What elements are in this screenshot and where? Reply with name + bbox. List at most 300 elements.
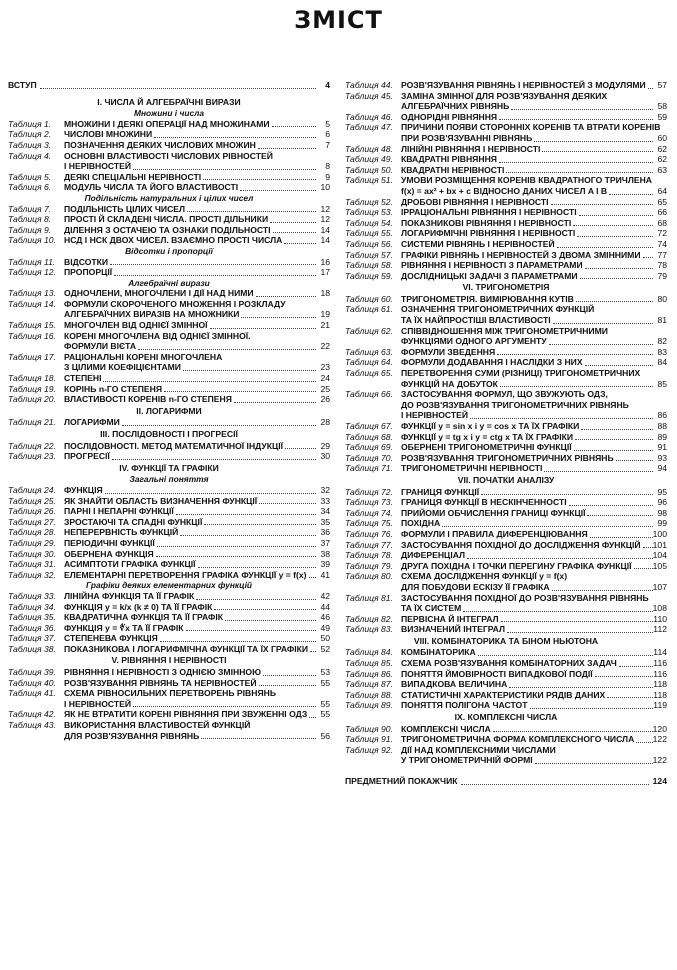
toc-entry-title: ФУНКЦІЙ НА ДОБУТОК [401, 378, 498, 389]
toc-entry-title: КОРІНЬ n-ГО СТЕПЕНЯ [64, 383, 163, 394]
toc-row[interactable] [345, 122, 667, 133]
toc-row[interactable] [345, 497, 667, 508]
toc-page-number: 79 [657, 270, 667, 281]
toc-entry-title: СХЕМА ДОСЛІДЖЕННЯ ФУНКЦІЇ y = f(x) [401, 571, 568, 582]
toc-row[interactable] [8, 225, 330, 236]
table-number: Таблиця 33. [8, 590, 56, 601]
toc-page-number: 52 [320, 643, 330, 654]
toc-entry-title: РІВНЯННЯ І НЕРІВНОСТІ З ПАРАМЕТРАМИ [401, 260, 583, 271]
toc-row[interactable] [8, 267, 330, 278]
toc-page-number: 110 [653, 613, 667, 624]
table-number: Таблиця 16. [8, 330, 56, 341]
toc-entry-title: СТЕПЕНЕВА ФУНКЦІЯ [64, 633, 158, 644]
table-number: Таблиця 6. [8, 182, 52, 193]
toc-entry-title: І НЕРІВНОСТЕЙ [64, 698, 132, 709]
toc-row[interactable] [345, 724, 667, 735]
table-number: Таблиця 68. [345, 431, 393, 442]
table-number: Таблиця 19. [8, 383, 56, 394]
dot-leader [285, 448, 316, 449]
toc-row[interactable] [8, 394, 330, 405]
toc-row[interactable] [345, 734, 667, 745]
toc-page-number: 122 [652, 755, 667, 766]
toc-entry-title: ЯК НЕ ВТРАТИТИ КОРЕНІ РІВНЯННЯ ПРИ ЗВУЖЕННІ ОДЗ [64, 709, 308, 720]
table-number: Таблиця 23. [8, 451, 56, 462]
toc-entry-title: ФУНКЦІЯМИ ОДНОГО АРГУМЕНТУ [401, 336, 547, 347]
toc-row[interactable] [8, 485, 330, 496]
toc-row[interactable] [8, 527, 330, 538]
toc-entry-title: ЗАСТОСУВАННЯ ФОРМУЛ, ЩО ЗВУЖУЮТЬ ОДЗ, [401, 389, 608, 400]
toc-row[interactable] [345, 144, 667, 155]
toc-row[interactable] [345, 647, 667, 658]
toc-row[interactable] [345, 518, 667, 529]
toc-page-number: 83 [657, 346, 667, 357]
toc-row[interactable] [345, 679, 667, 690]
toc-page-number: 22 [320, 341, 330, 352]
toc-row[interactable] [345, 690, 667, 701]
toc-row[interactable] [345, 294, 667, 305]
toc-row[interactable] [345, 745, 667, 756]
table-number: Таблиця 80. [345, 571, 393, 582]
toc-page-number: 44 [320, 601, 330, 612]
section-heading: І. ЧИСЛА Й АЛГЕБРАЇЧНІ ВИРАЗИ [97, 96, 241, 107]
dot-leader [256, 296, 316, 297]
toc-entry-title: ПРОПОРЦІЇ [64, 267, 113, 278]
toc-row[interactable] [345, 250, 667, 261]
toc-entry-title: ЕЛЕМЕНТАРНІ ПЕРЕТВОРЕННЯ ГРАФІКА ФУНКЦІЇ y = f(x) [64, 569, 307, 580]
toc-entry-title: ТА ЇХ СИСТЕМ [401, 603, 462, 614]
table-number: Таблиця 85. [345, 658, 393, 669]
toc-page-number: 68 [657, 217, 667, 228]
table-number: Таблиця 89. [345, 700, 393, 711]
toc-row[interactable] [8, 549, 330, 560]
toc-row[interactable] [345, 91, 667, 102]
toc-page-number: 120 [652, 723, 667, 734]
toc-page-number: 118 [653, 679, 667, 690]
toc-row[interactable] [345, 175, 667, 186]
toc-entry-title: ФУНКЦІЯ y = k/x (k ≠ 0) ТА ЇЇ ГРАФІК [64, 601, 213, 612]
toc-row[interactable] [8, 517, 330, 528]
toc-entry-title: ЧИСЛОВІ МНОЖИНИ [64, 129, 153, 140]
toc-row[interactable] [345, 197, 667, 208]
toc-entry-title: РОЗВ'ЯЗУВАННЯ РІВНЯНЬ ТА НЕРІВНОСТЕЙ [64, 677, 257, 688]
toc-row[interactable] [345, 669, 667, 680]
toc-entry-title: НСД І НСК ДВОХ ЧИСЕЛ. ВЗАЄМНО ПРОСТІ ЧИСЛА [64, 235, 283, 246]
toc-page-number: 29 [320, 440, 330, 451]
toc-page-number: 53 [320, 667, 330, 678]
toc-row[interactable] [8, 699, 330, 710]
table-number: Таблиця 75. [345, 518, 393, 529]
dot-leader [114, 275, 316, 276]
toc-row[interactable] [345, 207, 667, 218]
toc-entry-title: ФОРМУЛИ ДОДАВАННЯ І НАСЛІДКИ З НИХ [401, 357, 583, 368]
toc-entry-title: ТА ЇХ НАЙПРОСТІШІ ВЛАСТИВОСТІ [401, 315, 551, 326]
toc-entry-title: ВИКОРИСТАННЯ ВЛАСТИВОСТЕЙ ФУНКЦІЙ [64, 720, 251, 731]
dot-leader [309, 577, 316, 578]
toc-row[interactable] [8, 341, 330, 352]
dot-leader [575, 439, 653, 440]
dot-leader [203, 179, 316, 180]
table-number: Таблиця 82. [345, 613, 393, 624]
dot-leader [569, 505, 653, 506]
table-number: Таблиця 15. [8, 320, 56, 331]
table-number: Таблиця 24. [8, 484, 56, 495]
toc-row[interactable] [345, 133, 667, 144]
table-number: Таблиця 11. [8, 256, 56, 267]
toc-row[interactable] [8, 129, 330, 140]
toc-row[interactable] [8, 559, 330, 570]
toc-row[interactable] [8, 235, 330, 246]
toc-right-column [345, 80, 667, 787]
toc-row[interactable] [8, 633, 330, 644]
toc-row[interactable] [8, 441, 330, 452]
toc-page-number: 99 [657, 518, 667, 529]
toc-row[interactable] [8, 451, 330, 462]
toc-entry-title: МОДУЛЬ ЧИСЛА ТА ЙОГО ВЛАСТИВОСТІ [64, 182, 239, 193]
toc-row[interactable] [345, 400, 667, 411]
toc-entry-title: ВЛАСТИВОСТІ КОРЕНІВ n-ГО СТЕПЕНЯ [64, 394, 232, 405]
toc-row[interactable] [345, 80, 667, 91]
dot-leader [154, 137, 316, 138]
table-number: Таблиця 57. [345, 249, 393, 260]
toc-row[interactable] [8, 667, 330, 678]
toc-entry-title: НЕПЕРЕРВНІСТЬ ФУНКЦІЙ [64, 527, 179, 538]
table-number: Таблиця 64. [345, 357, 393, 368]
toc-row[interactable] [345, 357, 667, 368]
table-number: Таблиця 51. [345, 175, 393, 186]
dot-leader [309, 717, 316, 718]
table-number: Таблиця 88. [345, 689, 393, 700]
toc-intro-row[interactable] [8, 80, 330, 91]
toc-page-number: 62 [657, 143, 667, 154]
table-number: Таблиця 90. [345, 723, 393, 734]
toc-page-number: 100 [652, 528, 667, 539]
toc-row[interactable] [345, 304, 667, 315]
toc-row[interactable] [8, 496, 330, 507]
toc-entry-title: МНОЖИНИ І ДЕЯКІ ОПЕРАЦІЇ НАД МНОЖИНАМИ [64, 118, 270, 129]
toc-row[interactable] [8, 612, 330, 623]
toc-entry-title: ЗАМІНА ЗМІННОЇ ДЛЯ РОЗВ'ЯЗУВАННЯ ДЕЯКИХ [401, 90, 608, 101]
toc-row[interactable] [345, 218, 667, 229]
toc-row[interactable] [8, 709, 330, 720]
toc-page-number: 56 [320, 730, 330, 741]
toc-row[interactable] [8, 570, 330, 581]
toc-row[interactable] [8, 678, 330, 689]
toc-page-number: 116 [653, 658, 667, 669]
toc-page-number: 23 [320, 362, 330, 373]
toc-row[interactable] [8, 288, 330, 299]
toc-row[interactable] [345, 550, 667, 561]
toc-page-number: 4 [325, 80, 330, 90]
toc-row[interactable] [8, 384, 330, 395]
dot-leader [581, 429, 653, 430]
toc-row[interactable] [345, 260, 667, 271]
toc-page-number: 78 [657, 260, 667, 271]
dot-leader [258, 148, 316, 149]
toc-row[interactable] [345, 315, 667, 326]
toc-entry-title: ПРИ РОЗВ'ЯЗУВАННІ РІВНЯНЬ [401, 132, 533, 143]
toc-entry-title: АЛГЕБРАЇЧНИХ ВИРАЗІВ НА МНОЖНИКИ [64, 309, 240, 320]
dot-leader [133, 706, 316, 707]
dot-leader [530, 708, 654, 709]
toc-row[interactable] [345, 368, 667, 379]
toc-entry-title: ЯК ЗНАЙТИ ОБЛАСТЬ ВИЗНАЧЕННЯ ФУНКЦІЇ [64, 495, 258, 506]
toc-entry-title: МНОГОЧЛЕН ВІД ОДНІЄЇ ЗМІННОЇ [64, 320, 208, 331]
section-heading: VI. ТРИГОНОМЕТРІЯ [462, 282, 550, 293]
toc-row[interactable] [345, 154, 667, 165]
dot-leader [225, 620, 316, 621]
dot-leader [590, 537, 653, 538]
dot-leader [122, 425, 316, 426]
toc-row[interactable] [8, 161, 330, 172]
dot-leader [201, 738, 316, 739]
table-number: Таблиця 44. [345, 80, 393, 90]
toc-row[interactable] [345, 561, 667, 572]
toc-page-number: 21 [320, 320, 330, 331]
table-number: Таблиця 20. [8, 394, 56, 405]
toc-row[interactable] [345, 582, 667, 593]
toc-entry-title: ОЗНАЧЕННЯ ТРИГОНОМЕТРИЧНИХ ФУНКЦІЙ [401, 304, 595, 315]
toc-entry-title: РОЗВ'ЯЗУВАННЯ ТРИГОНОМЕТРИЧНИХ РІВНЯНЬ [401, 452, 614, 463]
section-heading: V. РІВНЯННЯ І НЕРІВНОСТІ [111, 655, 227, 666]
toc-row[interactable] [8, 506, 330, 517]
dot-leader [270, 222, 316, 223]
toc-row[interactable] [8, 688, 330, 699]
dot-leader [198, 567, 317, 568]
toc-row[interactable] [345, 487, 667, 498]
toc-row[interactable] [345, 614, 667, 625]
dot-leader [40, 88, 316, 89]
toc-row[interactable] [8, 309, 330, 320]
toc-entry-title: КОМБІНАТОРИКА [401, 647, 476, 658]
toc-entry-title: ВІДСОТКИ [64, 256, 109, 267]
dot-leader [643, 547, 653, 548]
toc-entry-title: ПОКАЗНИКОВА І ЛОГАРИФМІЧНА ФУНКЦІЇ ТА ЇХ ГРАФІКИ [64, 643, 309, 654]
table-number: Таблиця 56. [345, 238, 393, 249]
toc-row[interactable] [8, 151, 330, 162]
toc-page-number: 7 [325, 139, 330, 150]
dot-leader [470, 418, 653, 419]
toc-row[interactable] [8, 623, 330, 634]
toc-entry-title: ПОНЯТТЯ ПОЛІГОНА ЧАСТОТ [401, 700, 528, 711]
section-heading: IV. ФУНКЦІЇ ТА ГРАФІКИ [119, 462, 219, 473]
table-number: Таблиця 1. [8, 118, 52, 129]
toc-entry-title: ЛІНІЙНІ РІВНЯННЯ І НЕРІВНОСТІ [401, 143, 541, 154]
toc-row[interactable] [8, 362, 330, 373]
toc-page-number: 35 [320, 516, 330, 527]
toc-row[interactable] [8, 182, 330, 193]
toc-row[interactable] [8, 373, 330, 384]
toc-page-number: 46 [320, 612, 330, 623]
subsection-heading: Алгебраїчні вирази [128, 277, 210, 288]
toc-row[interactable] [345, 421, 667, 432]
toc-row[interactable] [345, 700, 667, 711]
dot-leader [186, 630, 317, 631]
subsection-heading: Подільність натуральних і цілих чисел [84, 192, 254, 203]
table-number: Таблиця 43. [8, 720, 56, 731]
toc-row[interactable] [8, 352, 330, 363]
toc-entry-title: СХЕМА РОЗВ'ЯЗУВАННЯ КОМБІНАТОРНИХ ЗАДАЧ [401, 658, 617, 669]
toc-entry-title: РІВНЯННЯ І НЕРІВНОСТІ З ОДНІЄЮ ЗМІННОЮ [64, 667, 261, 678]
toc-row[interactable] [345, 432, 667, 443]
toc-row[interactable] [345, 101, 667, 112]
toc-row[interactable] [8, 204, 330, 215]
toc-page-number: 122 [652, 734, 667, 745]
toc-entry-title: ТРИГОНОМЕТРІЯ. ВИМІРЮВАННЯ КУТІВ [401, 293, 574, 304]
toc-entry-title: СТЕПЕНІ [64, 373, 102, 384]
toc-row[interactable] [8, 257, 330, 268]
toc-page-number: 112 [653, 624, 667, 635]
table-number: Таблиця 22. [8, 440, 56, 451]
toc-page-number: 89 [657, 431, 667, 442]
toc-entry-title: ПЕРІОДИЧНІ ФУНКЦІЇ [64, 537, 155, 548]
dot-leader [542, 151, 653, 152]
dot-leader [284, 243, 316, 244]
toc-page-number: 34 [320, 506, 330, 517]
dot-leader [259, 503, 316, 504]
toc-row[interactable] [8, 172, 330, 183]
dot-leader [176, 514, 316, 515]
toc-page-number: 58 [657, 101, 667, 112]
toc-page-number: 107 [652, 581, 667, 592]
toc-entry-title: ФУНКЦІЇ y = tg x і y = ctg x ТА ЇХ ГРАФІКИ [401, 431, 574, 442]
table-number: Таблиця 3. [8, 139, 52, 150]
toc-page-number: 14 [320, 224, 330, 235]
table-number: Таблиця 53. [345, 207, 393, 218]
table-number: Таблиця 12. [8, 267, 56, 278]
toc-entry-title: СИСТЕМИ РІВНЯНЬ І НЕРІВНОСТЕЙ [401, 238, 555, 249]
toc-page-number: 88 [657, 421, 667, 431]
toc-row[interactable] [345, 442, 667, 453]
table-number: Таблиця 34. [8, 601, 56, 612]
toc-entry-title: ПЕРЕТВОРЕННЯ СУМИ (РІЗНИЦІ) ТРИГОНОМЕТРИЧНИХ [401, 368, 641, 379]
dot-leader [609, 194, 653, 195]
toc-row[interactable] [345, 603, 667, 614]
toc-row[interactable] [8, 720, 330, 731]
toc-row[interactable] [8, 417, 330, 428]
toc-row[interactable] [345, 389, 667, 400]
toc-row[interactable] [345, 271, 667, 282]
table-number: Таблиця 35. [8, 612, 56, 623]
toc-row[interactable] [345, 186, 667, 197]
dot-leader [461, 784, 650, 785]
toc-row[interactable] [345, 624, 667, 635]
toc-entry-title: ФОРМУЛИ ЗВЕДЕННЯ [401, 346, 496, 357]
toc-entry-title: ЗАСТОСУВАННЯ ПОХІДНОЇ ДО РОЗВ'ЯЗУВАННЯ РІВНЯНЬ [401, 592, 649, 603]
toc-page-number: 32 [320, 484, 330, 495]
toc-page-number: 116 [653, 668, 667, 679]
toc-row[interactable] [8, 538, 330, 549]
table-number: Таблиця 9. [8, 224, 52, 235]
table-number: Таблиця 45. [345, 90, 393, 101]
toc-row[interactable] [345, 410, 667, 421]
toc-row[interactable] [8, 140, 330, 151]
toc-row[interactable] [345, 453, 667, 464]
dot-leader [549, 344, 653, 345]
toc-row[interactable] [8, 602, 330, 613]
toc-entry-title: СПІВВІДНОШЕННЯ МІЖ ТРИГОНОМЕТРИЧНИМИ [401, 325, 608, 336]
dot-leader [607, 697, 653, 698]
toc-entry-title: ЗАСТОСУВАННЯ ПОХІДНОЇ ДО ДОСЛІДЖЕННЯ ФУНКЦІЙ [401, 539, 641, 550]
toc-entry-title: ОДНОЧЛЕНИ, МНОГОЧЛЕНИ І ДІЇ НАД НИМИ [64, 288, 254, 299]
toc-page-number: 114 [653, 647, 667, 658]
dot-leader [577, 236, 653, 237]
dot-leader [506, 172, 653, 173]
toc-row[interactable] [345, 463, 667, 474]
toc-row[interactable] [345, 540, 667, 551]
dot-leader [648, 88, 653, 89]
table-number: Таблиця 77. [345, 539, 393, 550]
section-heading: VII. ПОЧАТКИ АНАЛІЗУ [457, 474, 555, 485]
toc-row[interactable] [345, 112, 667, 123]
toc-row[interactable] [8, 591, 330, 602]
toc-entry-title: ОБЕРНЕНА ФУНКЦІЯ [64, 548, 154, 559]
toc-row[interactable] [345, 529, 667, 540]
toc-row[interactable] [345, 326, 667, 337]
toc-row[interactable] [8, 644, 330, 655]
toc-row[interactable] [8, 731, 330, 742]
table-number: Таблиця 18. [8, 373, 56, 384]
table-number: Таблиця 58. [345, 260, 393, 271]
toc-entry-title: ПОДІЛЬНІСТЬ ЦІЛИХ ЧИСЕЛ [64, 203, 186, 214]
toc-row[interactable] [345, 593, 667, 604]
toc-entry-title: ОБЕРНЕНІ ТРИГОНОМЕТРИЧНІ ФУНКЦІЇ [401, 442, 572, 453]
dot-leader [160, 641, 316, 642]
toc-row[interactable] [345, 228, 667, 239]
toc-page-number: 24 [320, 373, 330, 384]
toc-entry-title: ГРАНИЦЯ ФУНКЦІЇ В НЕСКІНЧЕННОСТІ [401, 497, 567, 508]
toc-entry-title: ЛІНІЙНА ФУНКЦІЯ ТА ЇЇ ГРАФІК [64, 590, 195, 601]
dot-leader [551, 204, 653, 205]
toc-entry-title: ФУНКЦІЇ y = sin x і y = cos x ТА ЇХ ГРАФІКИ [401, 421, 580, 431]
dot-leader [478, 655, 653, 656]
toc-page-number: 12 [320, 203, 330, 214]
dot-leader [273, 232, 316, 233]
dot-leader [103, 381, 316, 382]
toc-row[interactable] [345, 755, 667, 766]
dot-leader [467, 558, 653, 559]
toc-entry-title: ПОНЯТТЯ ЙМОВІРНОСТІ ВИПАДКОВОЇ ПОДІЇ [401, 668, 593, 679]
toc-entry-title: ФОРМУЛИ СКОРОЧЕНОГО МНОЖЕННЯ І РОЗКЛАДУ [64, 298, 286, 309]
toc-row[interactable] [8, 320, 330, 331]
dot-leader [544, 471, 653, 472]
toc-row[interactable] [345, 379, 667, 390]
toc-row[interactable] [345, 658, 667, 669]
table-number: Таблиця 21. [8, 417, 56, 428]
toc-row[interactable] [8, 331, 330, 342]
toc-row[interactable] [345, 347, 667, 358]
toc-row[interactable] [345, 165, 667, 176]
toc-row[interactable] [345, 508, 667, 519]
toc-row[interactable] [8, 119, 330, 130]
toc-index-row[interactable] [345, 776, 667, 787]
toc-row[interactable] [345, 336, 667, 347]
toc-page-number: 72 [657, 228, 667, 239]
dot-leader [133, 169, 316, 170]
dot-leader [499, 162, 653, 163]
table-number: Таблиця 73. [345, 497, 393, 508]
toc-row[interactable] [345, 239, 667, 250]
toc-row[interactable] [8, 299, 330, 310]
toc-page-number: 38 [320, 548, 330, 559]
subsection-heading: Загальні поняття [129, 474, 209, 485]
toc-row[interactable] [8, 214, 330, 225]
toc-page-number: 28 [320, 417, 330, 428]
dot-leader [105, 493, 316, 494]
toc-row[interactable] [345, 571, 667, 582]
toc-page-number: 95 [657, 486, 667, 497]
toc-page-number: 16 [320, 256, 330, 267]
toc-entry-title: f(x) = ax² + bx + c ВІДНОСНО ДАНИХ ЧИСЕЛ A І B [401, 185, 608, 196]
